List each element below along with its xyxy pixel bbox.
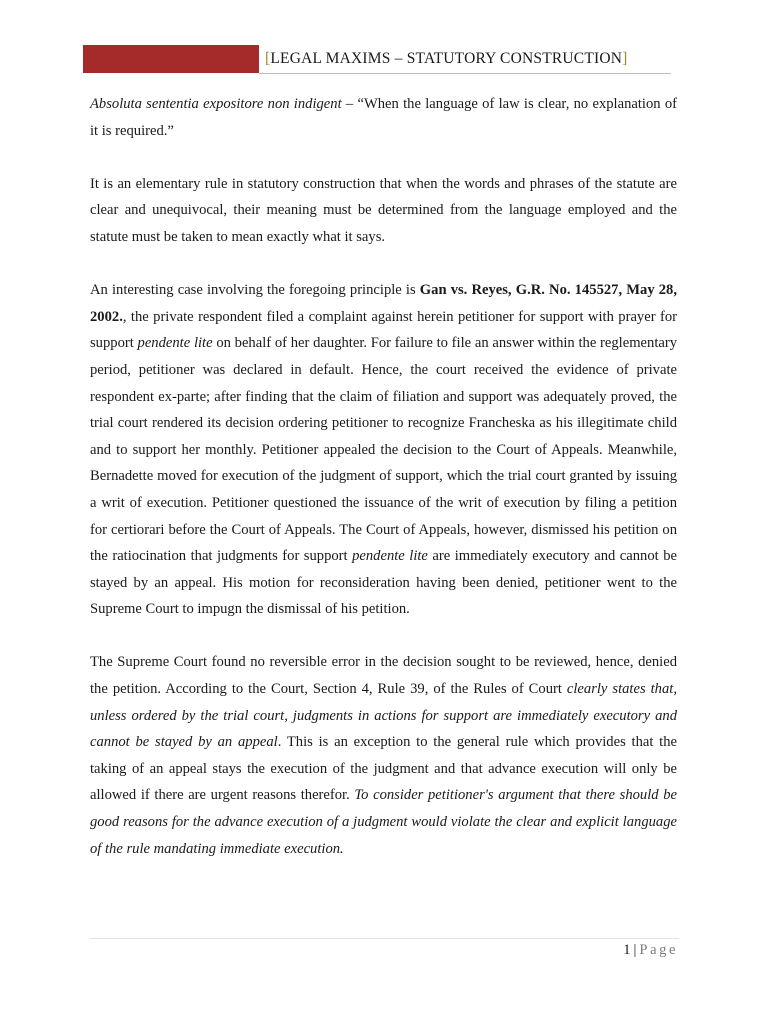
paragraph-ruling <box>90 649 677 862</box>
paragraph-rule: It is an elementary rule in statutory construction that when the words and phrases of the statute are clear and unequivocal, their meaning must be determined from the language employed and the statute must be taken to mean exactly what it says. <box>90 175 677 245</box>
latin-term: pendente lite <box>137 335 213 352</box>
ruling-text-1: The Supreme Court found no reversible error in the decision sought to be reviewed, hence, denied the petition. According to the Court, Section 4, Rule 39, of the Rules of Court <box>90 654 677 698</box>
header-bracket-open: [ <box>265 50 271 67</box>
case-text-3: are immediately executory and cannot be stayed by an appeal. His motion for reconsideration having been denied, petitioner went to the Supreme Court to impugn the dismissal of his petition. <box>90 548 677 618</box>
case-citation: Gan vs. Reyes, G.R. No. 145527, May 28, 2002. <box>90 282 677 325</box>
header-divider <box>259 73 671 74</box>
paragraph-maxim <box>90 91 677 144</box>
case-text-1: , the private respondent filed a complaint against herein petitioner for support with prayer for support <box>90 308 677 352</box>
header-title: LEGAL MAXIMS – STATUTORY CONSTRUCTION <box>270 50 623 67</box>
case-text-2: on behalf of her daughter. For failure to file an answer within the reglementary period, petitioner was declared in default. Hence, the court received the evidence of private respondent ex-parte; after finding that the claim of filiation and support was adequately proved, the trial court rendered its decision ordering petitioner to recognize Francheska as his illegitimate child and to support her monthly. Petitioner appealed the decision to the Court of Appeals. Meanwhile, Bernadette moved for execution of the judgment of support, which the trial court granted by issuing a writ of execution. Petitioner questioned the issuance of the writ of execution by filing a petition for certiorari before the Court of Appeals. The Court of Appeals, however, dismissed his petition on the ratiocination that judgments for support <box>90 335 678 565</box>
ruling-quote-1: clearly states that, unless ordered by the trial court, judgments in actions for support are immediately executory and cannot be stayed by an appeal <box>90 681 677 751</box>
ruling-quote-2: To consider petitioner's argument that there should be good reasons for the advance execution of a judgment would violate the clear and explicit language of the rule mandating immediate execution. <box>90 787 677 857</box>
latin-term: pendente lite <box>352 548 428 565</box>
page-footer <box>623 942 678 959</box>
header-bracket-close: ] <box>622 50 628 67</box>
maxim-translation: – “When the language of law is clear, no explanation of it is required.” <box>90 96 677 139</box>
paragraph-case <box>90 277 677 623</box>
case-intro: An interesting case involving the foregoing principle is <box>90 282 420 299</box>
header-accent-bar <box>83 45 259 73</box>
page-label: Page <box>639 942 678 958</box>
footer-separator: | <box>633 942 637 958</box>
document-body <box>90 91 677 862</box>
page-header <box>265 50 628 68</box>
footer-divider <box>90 938 679 939</box>
ruling-text-2: . This is an exception to the general rule which provides that the taking of an appeal stays the execution of the judgment and that advance execution will only be allowed if there are urgent reasons therefor. <box>90 734 678 804</box>
maxim-latin: Absoluta sententia expositore non indigent <box>90 96 342 112</box>
page-number: 1 <box>623 942 631 958</box>
